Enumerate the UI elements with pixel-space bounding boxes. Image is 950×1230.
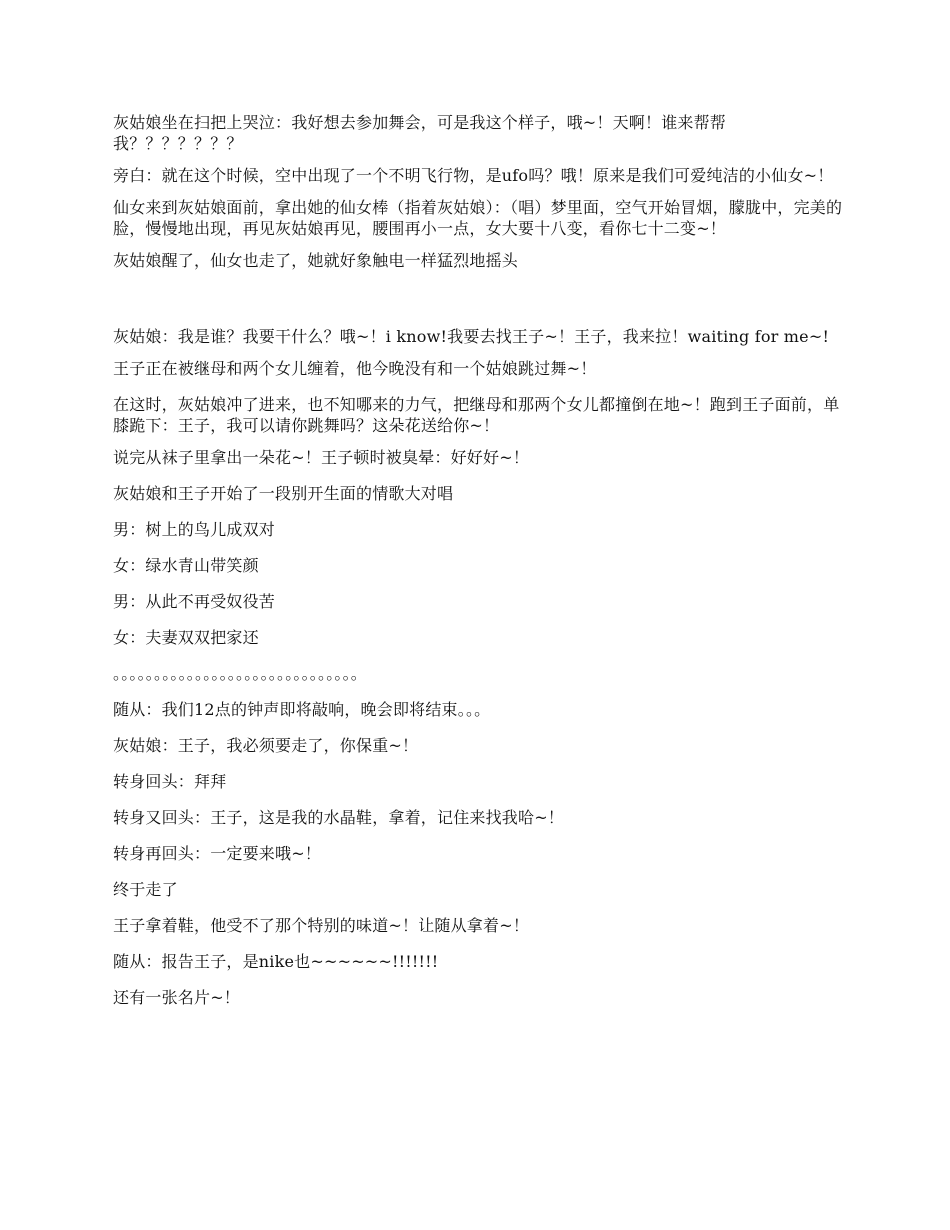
paragraph-13: 女：夫妻双双把家还 [113,628,259,647]
paragraph-21: 王子拿着鞋，他受不了那个特别的味道~！让随从拿着~！ [113,916,530,935]
paragraph-18: 转身又回头：王子，这是我的水晶鞋，拿着，记住来找我哈~！ [113,808,565,827]
paragraph-17: 转身回头：拜拜 [113,772,227,791]
paragraph-3: 仙女来到灰姑娘面前，拿出她的仙女棒（指着灰姑娘）：（唱）梦里面，空气开始冒烟，朦胧中，完美的脸，慢慢地出现，再见灰姑娘再见，腰围再小一点，女大要十八变，看你七十二变~！ [113,198,843,238]
paragraph-6: 王子正在被继母和两个女儿缠着，他今晚没有和一个姑娘跳过舞~！ [113,359,597,378]
paragraph-11: 女：绿水青山带笑颜 [113,556,259,575]
paragraph-12: 男：从此不再受奴役苦 [113,592,276,611]
paragraph-5: 灰姑娘：我是谁？我要干什么？哦~！i know!我要去找王子~！王子，我来拉！waiting for me~! [113,327,830,346]
paragraph-8: 说完从袜子里拿出一朵花~！王子顿时被臭晕：好好好~！ [113,448,530,467]
paragraph-14: 。。。。。。。。。。。。。。。。。。。。。。。。。。。。。。 [113,664,368,683]
paragraph-2: 旁白：就在这个时候，空中出现了一个不明飞行物，是ufo吗？哦！原来是我们可爱纯洁的小仙女~！ [113,166,834,185]
paragraph-1: 灰姑娘坐在扫把上哭泣：我好想去参加舞会，可是我这个样子，哦~！天啊！谁来帮帮我？？？？？？？ [113,113,727,153]
paragraph-7: 在这时，灰姑娘冲了进来，也不知哪来的力气，把继母和那两个女儿都撞倒在地~！跑到王子面前，单膝跪下：王子，我可以请你跳舞吗？这朵花送给你~！ [113,395,840,435]
paragraph-10: 男：树上的鸟儿成双对 [113,520,276,539]
paragraph-9: 灰姑娘和王子开始了一段别开生面的情歌大对唱 [113,484,454,503]
paragraph-4: 灰姑娘醒了，仙女也走了，她就好象触电一样猛烈地摇头 [113,251,519,270]
paragraph-20: 终于走了 [113,880,178,899]
paragraph-15: 随从：我们12点的钟声即将敲响，晚会即将结束。。。 [113,700,491,719]
document-body [113,112,843,1023]
paragraph-23: 还有一张名片~！ [113,988,241,1007]
paragraph-gap [113,282,843,326]
paragraph-22: 随从：报告王子，是nike也~~~~~~!!!!!!! [113,952,439,971]
paragraph-19: 转身再回头：一定要来哦~！ [113,844,322,863]
paragraph-16: 灰姑娘：王子，我必须要走了，你保重~！ [113,736,419,755]
